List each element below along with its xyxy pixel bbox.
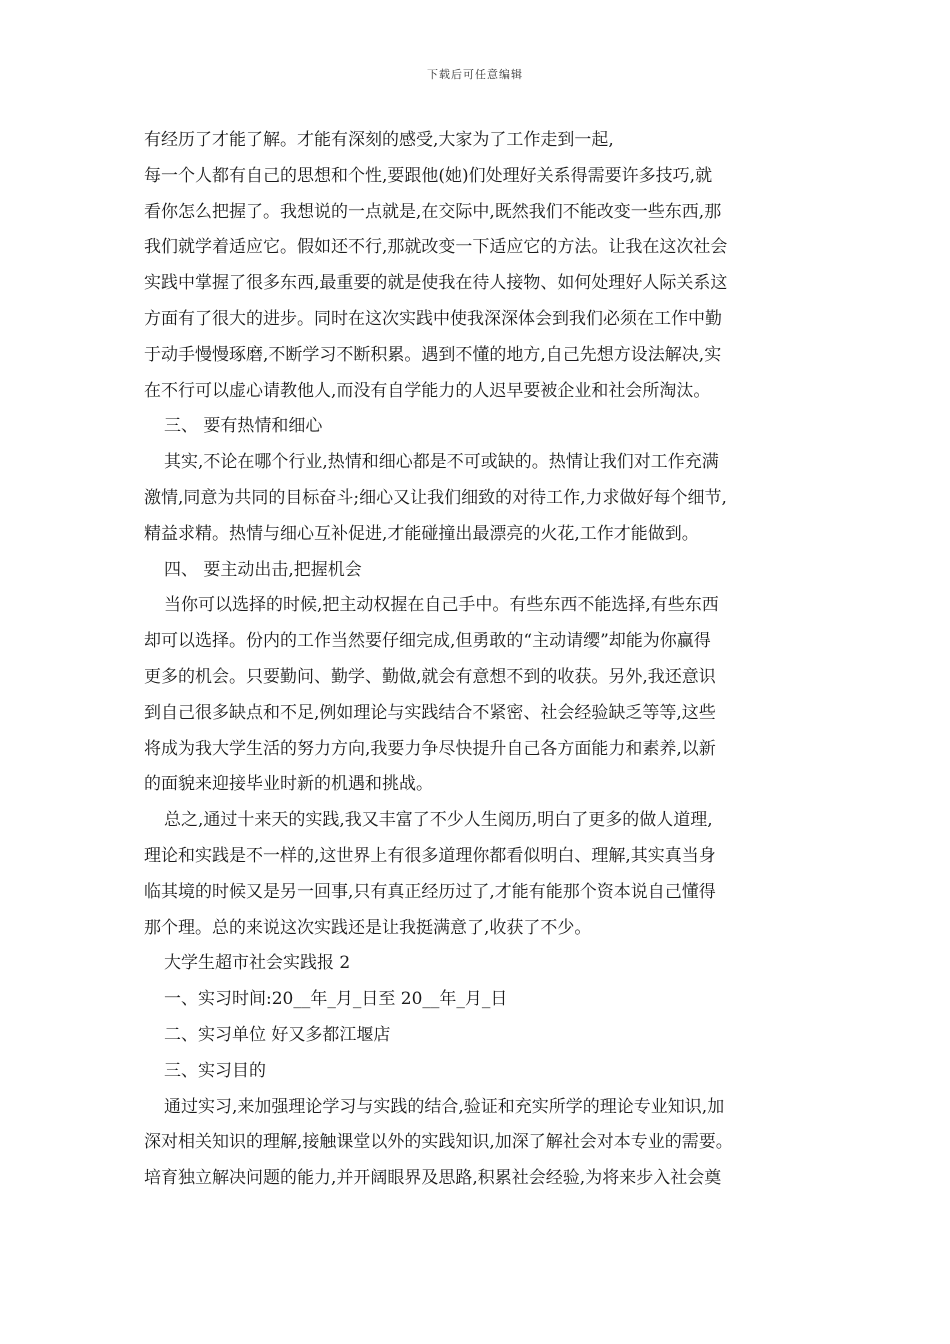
text-line: 有经历了才能了解。才能有深刻的感受,大家为了工作走到一起, [144,130,614,150]
document-body [144,123,814,1197]
text-line: 激情,同意为共同的目标奋斗;细心又让我们细致的对待工作,力求做好每个细节, [144,487,727,508]
text-line: 在不行可以虚心请教他人,而没有自学能力的人迟早要被企业和社会所淘汰。 [144,380,711,401]
text-line: 精益求精。热情与细心互补促进,才能碰撞出最漂亮的火花,工作才能做到。 [144,523,699,544]
text-line: 每一个人都有自己的思想和个性,要跟他(她)们处理好关系得需要许多技巧,就 [144,165,713,186]
text-line: 将成为我大学生活的努力方向,我要力争尽快提升自己各方面能力和素养,以新 [144,738,716,759]
text-line: 方面有了很大的进步。同时在这次实践中使我深深体会到我们必须在工作中勤 [144,308,722,329]
text-line: 培育独立解决问题的能力,并开阔眼界及思路,积累社会经验,为将来步入社会奠 [144,1168,722,1189]
text-line: 却可以选择。份内的工作当然要仔细完成,但勇敢的“主动请缨”却能为你赢得 [144,631,711,652]
text-line: 一、实习时间:20__年_月_日至 20__年_月_日 [164,989,508,1010]
text-line: 看你怎么把握了。我想说的一点就是,在交际中,既然我们不能改变一些东西,那 [144,201,722,222]
text-line: 四、 要主动出击,把握机会 [164,559,362,580]
text-line: 通过实习,来加强理论学习与实践的结合,验证和充实所学的理论专业知识,加 [164,1096,725,1117]
text-line: 的面貌来迎接毕业时新的机遇和挑战。 [144,774,433,795]
text-line: 临其境的时候又是另一回事,只有真正经历过了,才能有能那个资本说自己懂得 [144,881,716,902]
text-line: 更多的机会。只要勤问、勤学、勤做,就会有意想不到的收获。另外,我还意识 [144,666,716,687]
text-line: 大学生超市社会实践报 2 [164,953,351,974]
text-line: 当你可以选择的时候,把主动权握在自己手中。有些东西不能选择,有些东西 [164,595,719,616]
text-line: 三、实习目的 [164,1060,266,1081]
text-line: 三、 要有热情和细心 [164,416,323,437]
text-line: 深对相关知识的理解,接触课堂以外的实践知识,加深了解社会对本专业的需要。 [144,1132,733,1153]
text-line: 到自己很多缺点和不足,例如理论与实践结合不紧密、社会经验缺乏等等,这些 [144,702,716,723]
text-line: 我们就学着适应它。假如还不行,那就改变一下适应它的方法。让我在这次社会 [144,237,728,258]
text-line: 其实,不论在哪个行业,热情和细心都是不可或缺的。热情让我们对工作充满 [164,452,719,473]
text-line: 那个理。总的来说这次实践还是让我挺满意了,收获了不少。 [144,917,592,938]
page-header: 下载后可任意编辑 [427,68,523,81]
text-line: 理论和实践是不一样的,这世界上有很多道理你都看似明白、理解,其实真当身 [144,845,716,866]
text-line: 实践中掌握了很多东西,最重要的就是使我在待人接物、如何处理好人际关系这 [144,273,728,294]
text-line: 总之,通过十来天的实践,我又丰富了不少人生阅历,明白了更多的做人道理, [164,810,713,831]
text-line: 于动手慢慢琢磨,不断学习不断积累。遇到不懂的地方,自己先想方设法解决,实 [144,344,722,365]
text-line: 二、实习单位 好又多都江堰店 [164,1024,391,1045]
